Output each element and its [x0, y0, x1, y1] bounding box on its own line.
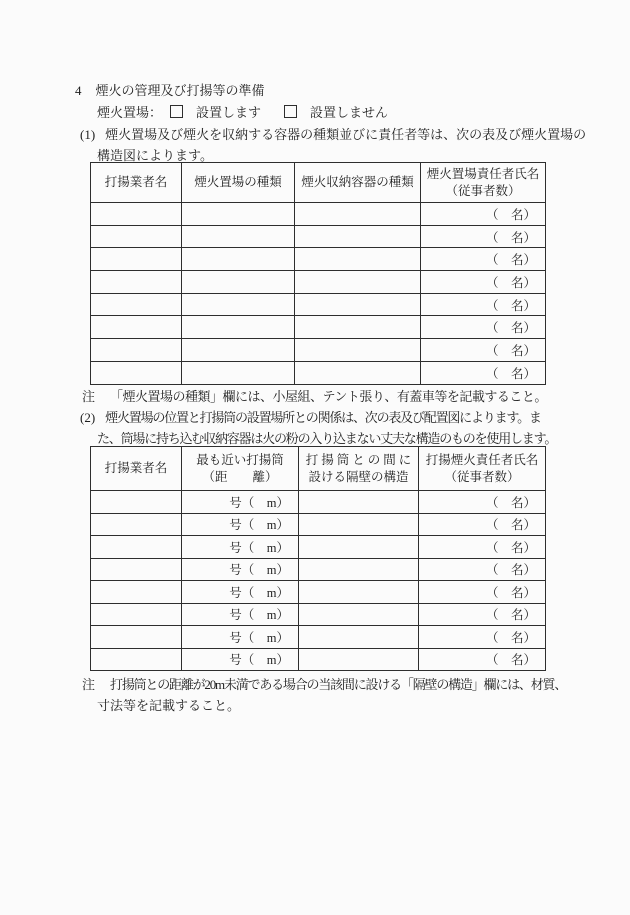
storage-containers-table	[90, 162, 546, 385]
header-nearest-tube-line1: 最も近い打揚筒	[196, 452, 284, 467]
person-count-cell: （ 名）	[419, 491, 546, 514]
container-type-cell	[295, 271, 421, 294]
note-2-text: 打揚筒との距離が20m未満である場合の当該間に設ける「隔壁の構造」欄には、材質、	[110, 677, 567, 692]
operator-name-cell	[91, 626, 182, 649]
note-2-line-1	[82, 676, 566, 693]
operator-name-cell	[91, 248, 182, 271]
checkbox-not-install-icon[interactable]	[284, 105, 297, 118]
table-header-row	[91, 447, 546, 491]
section-title: 煙火の管理及び打揚等の準備	[95, 83, 265, 98]
header-worker-count-line2: （従事者数）	[445, 183, 521, 198]
paragraph-1-text: 煙火置場及び煙火を収納する容器の種類並びに責任者等は、次の表及び煙火置場の	[105, 127, 587, 142]
table-row	[91, 293, 546, 316]
container-type-cell	[295, 203, 421, 226]
person-count-cell: （ 名）	[421, 203, 546, 226]
partition-structure-cell	[299, 558, 419, 581]
person-count-cell: （ 名）	[421, 361, 546, 384]
partition-structure-cell	[299, 626, 419, 649]
note-1-label: 注	[82, 389, 96, 404]
operator-name-cell	[91, 536, 182, 559]
note-2-text-continued: 寸法等を記載すること。	[97, 698, 241, 713]
person-count-cell: （ 名）	[419, 581, 546, 604]
tube-distance-cell: 号（ m）	[182, 513, 299, 536]
header-container-type: 煙火収納容器の種類	[295, 163, 421, 203]
paragraph-2-line-2	[97, 430, 556, 447]
table-row	[91, 271, 546, 294]
table-row	[91, 316, 546, 339]
table-row	[91, 626, 546, 649]
storage-type-cell	[182, 339, 295, 362]
table-row	[91, 361, 546, 384]
note-1-text: 「煙火置場の種類」欄には、小屋組、テント張り、有蓋車等を記載すること。	[110, 389, 547, 404]
person-count-cell: （ 名）	[421, 248, 546, 271]
partition-structure-cell	[299, 603, 419, 626]
header-partition-line1: 打揚筒との間に	[305, 452, 415, 467]
option-install-label: 設置します	[196, 105, 262, 120]
table-row	[91, 339, 546, 362]
tube-distance-cell: 号（ m）	[182, 491, 299, 514]
header-operator-name: 打揚業者名	[91, 163, 182, 203]
table-row	[91, 558, 546, 581]
note-1	[82, 388, 547, 405]
operator-name-cell	[91, 513, 182, 536]
operator-name-cell	[91, 203, 182, 226]
table-row	[91, 581, 546, 604]
table-row	[91, 513, 546, 536]
paragraph-2-label: (2)	[80, 410, 96, 425]
header-responsible-person	[421, 163, 546, 203]
tube-distance-cell: 号（ m）	[182, 648, 299, 671]
table-header-row	[91, 163, 546, 203]
tube-distance-cell: 号（ m）	[182, 581, 299, 604]
person-count-cell: （ 名）	[419, 648, 546, 671]
container-type-cell	[295, 339, 421, 362]
person-count-cell: （ 名）	[419, 536, 546, 559]
operator-name-cell	[91, 361, 182, 384]
table-row	[91, 648, 546, 671]
storage-option-line	[97, 104, 388, 121]
person-count-cell: （ 名）	[421, 225, 546, 248]
person-count-cell: （ 名）	[421, 271, 546, 294]
paragraph-1-label: (1)	[80, 127, 96, 142]
header-launch-responsible-person	[419, 447, 546, 491]
operator-name-cell	[91, 271, 182, 294]
operator-name-cell	[91, 339, 182, 362]
partition-structure-cell	[299, 491, 419, 514]
header-worker-count-line2: （従事者数）	[444, 469, 520, 484]
partition-structure-cell	[299, 648, 419, 671]
table-row	[91, 248, 546, 271]
note-2-line-2	[97, 697, 240, 714]
section-number: 4	[75, 83, 82, 98]
person-count-cell: （ 名）	[419, 513, 546, 536]
header-launch-responsible-line1: 打揚煙火責任者氏名	[425, 452, 539, 467]
operator-name-cell	[91, 648, 182, 671]
table-row	[91, 536, 546, 559]
header-distance-line2: （距 離）	[202, 469, 278, 484]
person-count-cell: （ 名）	[419, 558, 546, 581]
header-responsible-person-line1: 煙火置場責任者氏名	[426, 166, 540, 181]
operator-name-cell	[91, 293, 182, 316]
option-not-install-label: 設置しません	[310, 105, 389, 120]
person-count-cell: （ 名）	[421, 339, 546, 362]
header-nearest-tube	[182, 447, 299, 491]
storage-type-cell	[182, 293, 295, 316]
header-partition-line2: 設ける隔壁の構造	[308, 469, 409, 484]
table-row	[91, 491, 546, 514]
container-type-cell	[295, 248, 421, 271]
person-count-cell: （ 名）	[419, 626, 546, 649]
paragraph-1-line-1	[80, 126, 586, 143]
launch-tube-table	[90, 446, 546, 671]
table-row	[91, 203, 546, 226]
paragraph-2-text: 煙火置場の位置と打揚筒の設置場所との関係は、次の表及び配置図によります。ま	[105, 410, 541, 425]
operator-name-cell	[91, 225, 182, 248]
storage-label: 煙火置場：	[97, 105, 163, 120]
storage-type-cell	[182, 225, 295, 248]
person-count-cell: （ 名）	[421, 316, 546, 339]
tube-distance-cell: 号（ m）	[182, 626, 299, 649]
person-count-cell: （ 名）	[419, 603, 546, 626]
operator-name-cell	[91, 603, 182, 626]
header-operator-name: 打揚業者名	[91, 447, 182, 491]
container-type-cell	[295, 316, 421, 339]
storage-type-cell	[182, 248, 295, 271]
paragraph-1-text-continued: 構造図によります。	[97, 148, 213, 163]
table-row	[91, 603, 546, 626]
container-type-cell	[295, 361, 421, 384]
checkbox-install-icon[interactable]	[170, 105, 183, 118]
partition-structure-cell	[299, 581, 419, 604]
table-row	[91, 225, 546, 248]
person-count-cell: （ 名）	[421, 293, 546, 316]
paragraph-2-line-1	[80, 409, 541, 426]
operator-name-cell	[91, 491, 182, 514]
paragraph-2-text-continued: た、筒場に持ち込む収納容器は火の粉の入り込まない丈夫な構造のものを使用します。	[97, 431, 557, 446]
header-partition-structure	[299, 447, 419, 491]
operator-name-cell	[91, 558, 182, 581]
storage-type-cell	[182, 203, 295, 226]
section-heading	[75, 82, 265, 99]
partition-structure-cell	[299, 513, 419, 536]
note-2-label: 注	[82, 677, 96, 692]
container-type-cell	[295, 225, 421, 248]
operator-name-cell	[91, 316, 182, 339]
storage-type-cell	[182, 271, 295, 294]
storage-type-cell	[182, 316, 295, 339]
header-storage-type: 煙火置場の種類	[182, 163, 295, 203]
partition-structure-cell	[299, 536, 419, 559]
tube-distance-cell: 号（ m）	[182, 603, 299, 626]
tube-distance-cell: 号（ m）	[182, 536, 299, 559]
container-type-cell	[295, 293, 421, 316]
tube-distance-cell: 号（ m）	[182, 558, 299, 581]
operator-name-cell	[91, 581, 182, 604]
storage-type-cell	[182, 361, 295, 384]
